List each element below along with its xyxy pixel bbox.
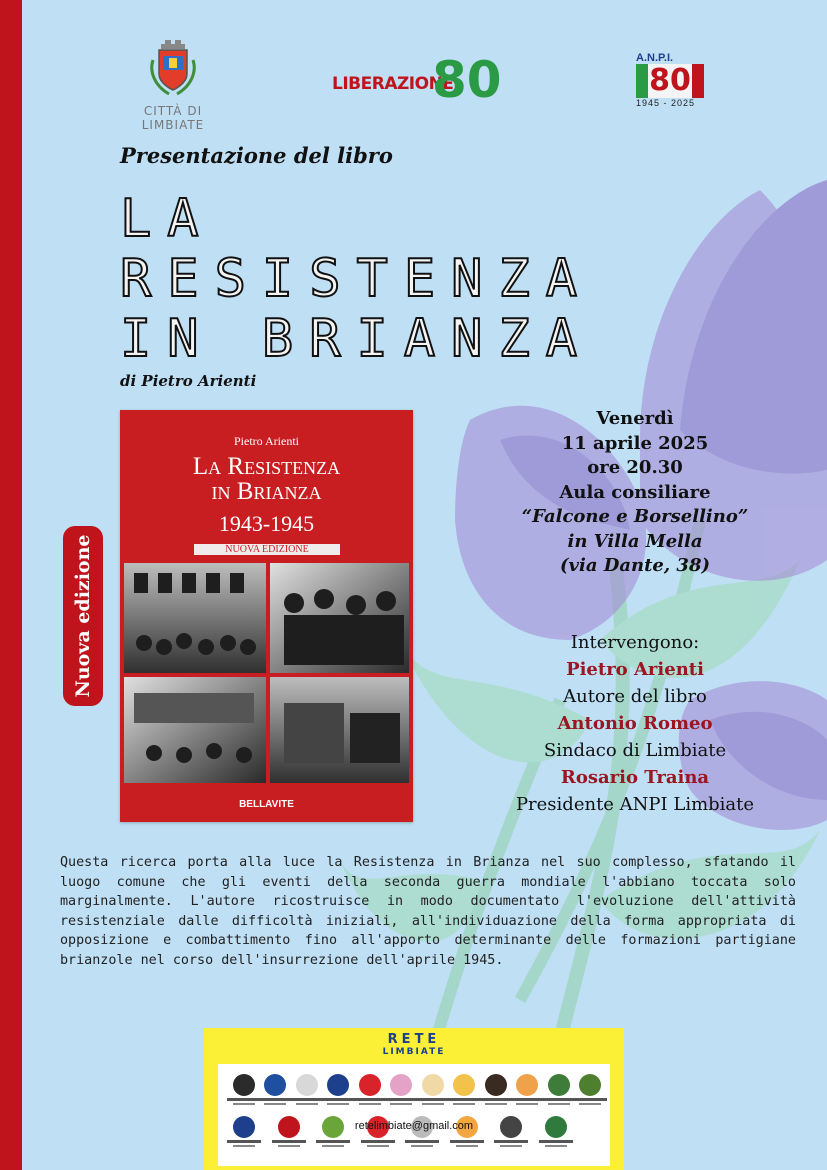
partner-logo-icon — [296, 1074, 318, 1096]
partner-logo-icon — [327, 1074, 349, 1096]
partner-logo-icon — [485, 1074, 507, 1096]
partner-logo-caption — [272, 1140, 306, 1143]
partner-association-logo — [482, 1074, 510, 1112]
cover-historical-photos — [124, 563, 409, 783]
partner-association-logo — [356, 1074, 384, 1112]
municipality-logo — [118, 38, 228, 132]
event-day: Venerdì — [596, 408, 674, 429]
liberazione-logo-text: LIBERAZIONE — [332, 74, 454, 94]
rete-limbiate-footer — [204, 1028, 624, 1170]
partner-association-logo — [576, 1074, 604, 1112]
event-address: (via Dante, 38) — [560, 555, 710, 576]
event-details — [470, 407, 800, 579]
partner-logo-icon — [516, 1074, 538, 1096]
anpi-logo-number: 80 — [649, 63, 691, 98]
partner-logo-caption — [405, 1140, 439, 1143]
network-title: RETE — [387, 1032, 441, 1047]
partner-logo-caption — [258, 1098, 292, 1101]
new-edition-badge-text: Nuova edizione — [72, 534, 94, 698]
network-subtitle: LIMBIATE — [382, 1047, 446, 1057]
partner-logo-caption — [227, 1098, 261, 1101]
new-edition-badge — [63, 526, 103, 706]
anpi-logo-years: 1945 - 2025 — [636, 98, 696, 108]
partner-association-logo — [419, 1074, 447, 1112]
partner-logo-caption — [479, 1098, 513, 1101]
event-time: ore 20.30 — [587, 457, 683, 478]
partner-logo-caption — [384, 1098, 418, 1101]
partner-association-logo — [513, 1074, 541, 1112]
event-venue-name: “Falcone e Borsellino” — [521, 506, 749, 527]
speaker-name: Rosario Traina — [560, 767, 710, 788]
partner-logo-caption — [542, 1098, 576, 1101]
title-line-3: IN BRIANZA — [120, 309, 594, 369]
partner-logo-caption — [510, 1098, 544, 1101]
partner-logo-caption — [450, 1140, 484, 1143]
book-cover — [120, 410, 413, 822]
partner-association-logo — [230, 1074, 258, 1112]
cover-title-line-2: in Brianza — [211, 478, 322, 505]
speakers-list — [470, 629, 800, 818]
partner-logo-caption — [290, 1098, 324, 1101]
municipality-crest-icon — [147, 38, 199, 98]
partner-logo-caption — [361, 1140, 395, 1143]
cover-dates: 1943-1945 — [218, 511, 315, 536]
partner-association-logo — [450, 1074, 478, 1112]
cover-title — [120, 454, 413, 504]
partner-logos-panel — [218, 1064, 610, 1166]
partner-logo-icon — [390, 1074, 412, 1096]
partner-logo-icon — [233, 1074, 255, 1096]
partner-logo-icon — [548, 1074, 570, 1096]
speaker-name: Antonio Romeo — [557, 713, 713, 734]
partner-logo-caption — [539, 1140, 573, 1143]
partner-logo-icon — [579, 1074, 601, 1096]
partner-logo-caption — [416, 1098, 450, 1101]
cover-title-line-1: La Resistenza — [192, 453, 341, 480]
speaker-role: Sindaco di Limbiate — [543, 740, 727, 761]
partner-logos-row-1 — [230, 1074, 604, 1112]
partner-logo-icon — [264, 1074, 286, 1096]
partner-association-logo — [387, 1074, 415, 1112]
cover-publisher: BELLAVITE — [239, 799, 294, 810]
cover-author: Pietro Arienti — [234, 434, 299, 448]
title-line-1: LA — [120, 189, 215, 249]
event-venue: Aula consiliare — [559, 481, 711, 503]
partner-logo-caption — [494, 1140, 528, 1143]
cover-edition-band: NUOVA EDIZIONE — [194, 544, 340, 555]
partner-logo-caption — [316, 1140, 350, 1143]
event-venue-building: in Villa Mella — [567, 530, 703, 552]
partner-association-logo — [261, 1074, 289, 1112]
partner-logo-icon — [422, 1074, 444, 1096]
partner-logo-caption — [353, 1098, 387, 1101]
speaker-name: Pietro Arienti — [566, 659, 704, 680]
book-author-line: di Pietro Arienti — [120, 372, 257, 390]
anpi-logo — [636, 52, 731, 118]
partner-association-logo — [293, 1074, 321, 1112]
event-subtitle: Presentazione del libro — [120, 143, 393, 168]
municipality-caption: CITTÀ DI LIMBIATE — [141, 104, 205, 132]
book-description-text: Questa ricerca porta alla luce la Resistenza in Brianza nel suo complesso, sfatando il luogo comune che gli eventi della seconda guerra mondiale l'abbiano toccata solo marginalmente. L'autore ricostruisce in modo documentato l'evoluzione dell'attività resistenziale dalle difficoltà iniziali, all'individuazione della forma appropriata di opposizione e combattimento fino all'apporto determinante delle formazioni partigiane brianzole nel corso dell'insurrezione dell'aprile 1945. — [60, 855, 796, 968]
partner-logo-caption — [227, 1140, 261, 1143]
title-line-2: RESISTENZA — [120, 249, 594, 309]
event-date: 11 aprile 2025 — [561, 432, 709, 454]
liberazione-80-logo — [332, 51, 502, 109]
partner-logo-caption — [447, 1098, 481, 1101]
speaker-role: Presidente ANPI Limbiate — [515, 794, 755, 815]
anpi-logo-text: A.N.P.I. — [636, 52, 674, 64]
speaker-role: Autore del libro — [563, 686, 707, 707]
book-description — [60, 853, 796, 970]
partner-logo-caption — [573, 1098, 607, 1101]
liberazione-logo-number: 80 — [432, 51, 502, 109]
partner-logo-icon — [359, 1074, 381, 1096]
partner-association-logo — [545, 1074, 573, 1112]
network-email-link[interactable]: retelimbiate@gmail.com — [354, 1120, 474, 1132]
speakers-heading: Intervengono: — [570, 632, 700, 653]
partner-logo-icon — [453, 1074, 475, 1096]
partner-association-logo — [324, 1074, 352, 1112]
partner-logo-caption — [321, 1098, 355, 1101]
